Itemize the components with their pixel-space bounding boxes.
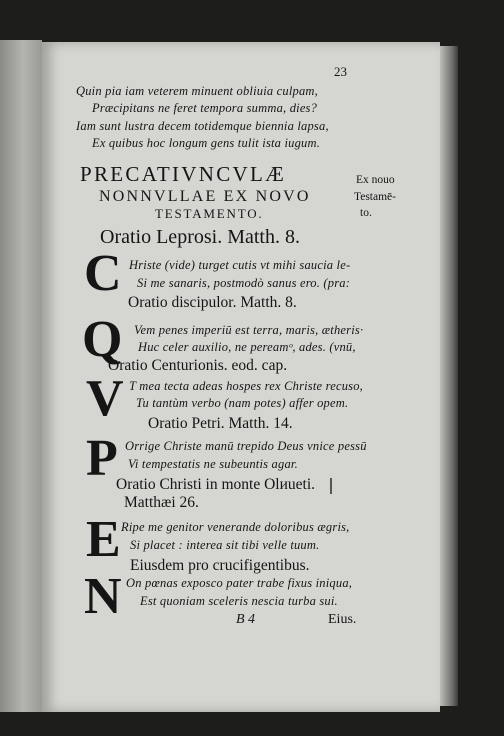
prayer-heading: Oratio discipulor. Matth. 8. [128, 294, 297, 311]
title-line-3: TESTAMENTO. [155, 206, 264, 221]
prayer-line: Huc celer auxilio, ne pereamᵒ, ades. (vnū, [138, 340, 356, 354]
signature-mark: B 4 [236, 612, 256, 627]
drop-cap: E [86, 511, 121, 568]
drop-cap: N [84, 568, 122, 625]
prayer-line: Est quoniam sceleris nescia turba sui. [140, 594, 338, 608]
prayer-heading: Oratio Christi in monte Olиueti. [116, 476, 316, 493]
verse-line: Quin pia iam veterem minuent obliuia culpam, [76, 84, 318, 98]
prayer-line: T mea tecta adeas hospes rex Christe recuso, [129, 379, 364, 393]
prayer-heading: Oratio Centurionis. eod. cap. [108, 357, 288, 374]
divider [330, 478, 332, 494]
drop-cap: Q [82, 311, 123, 368]
catchword: Eius. [328, 612, 357, 627]
margin-note: Ex nouo [356, 174, 395, 186]
drop-cap: P [86, 430, 118, 487]
verse-line: Ex quibus hoc longum gens tulit ista iugum. [92, 136, 321, 150]
margin-note: Testamē- [354, 191, 396, 203]
drop-cap: V [86, 370, 124, 427]
prayer-line: Vi tempestatis ne subeuntis agar. [128, 457, 298, 471]
prayer-heading-2: Matthæi 26. [124, 494, 199, 511]
prayer-heading: Eiusdem pro crucifigentibus. [130, 557, 310, 574]
verse-line: Præcipitans ne feret tempora summa, dies? [92, 101, 318, 115]
prayer-line: Ripe me genitor venerande doloribus ægris, [121, 520, 350, 534]
prayer-line: Orrige Christe manū trepido Deus vnice pessū [125, 439, 367, 453]
drop-cap: C [84, 245, 122, 302]
prayer-heading: Oratio Leprosi. Matth. 8. [100, 226, 300, 248]
page-number: 23 [334, 64, 347, 79]
prayer-heading: Oratio Petri. Matth. 14. [148, 415, 293, 432]
prayer-line: Vem penes imperiū est terra, maris, ætheris· [134, 323, 364, 337]
title-line-1: PRECATIVNCVLÆ [80, 162, 287, 186]
prayer-line: Si placet : interea sit tibi velle tuum. [130, 538, 320, 552]
margin-note: to. [360, 207, 372, 219]
prayer-line: On pœnas exposco pater trabe fixus iniqua, [126, 576, 353, 590]
book-spine [0, 40, 42, 712]
verse-line: Iam sunt lustra decem totidemque biennia lapsa, [76, 119, 329, 133]
prayer-line: Tu tantùm verbo (nam potes) affer opem. [136, 396, 349, 410]
prayer-line: Hriste (vide) turget cutis vt mihi saucia le- [129, 258, 351, 272]
title-line-2: NONNVLLAE EX NOVO [99, 188, 311, 205]
prayer-line: Si me sanaris, postmodò sanus ero. (pra: [137, 276, 351, 290]
page-edge [440, 46, 458, 706]
